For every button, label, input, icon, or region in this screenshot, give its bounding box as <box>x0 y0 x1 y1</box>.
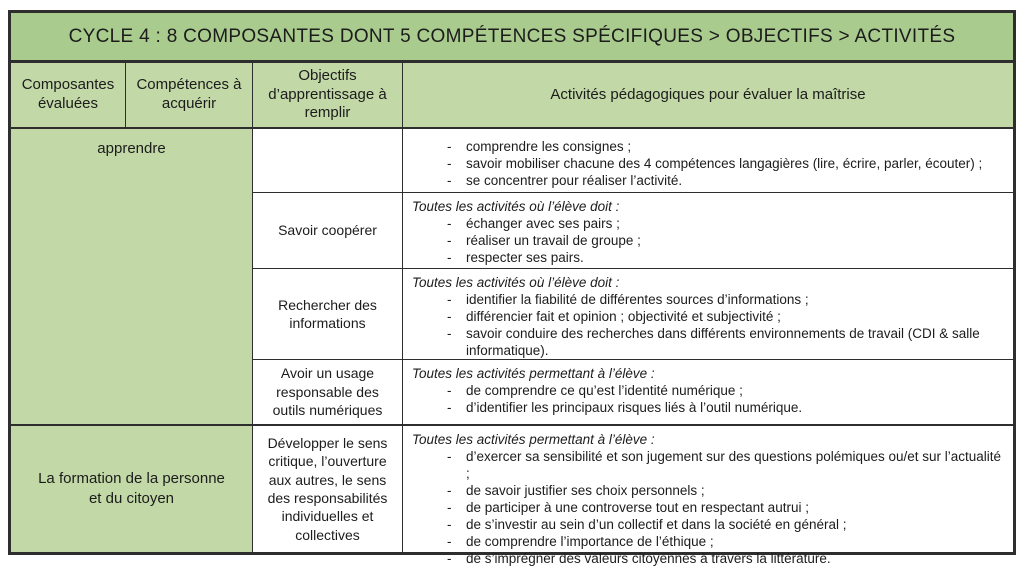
column-header-activites: Activités pédagogiques pour évaluer la maîtrise <box>403 63 1013 129</box>
component-cell-apprendre <box>11 129 253 426</box>
activities-intro: Toutes les activités où l’élève doit : <box>412 275 620 290</box>
component-label: La formation de la personne et du citoyen <box>38 469 225 507</box>
objective-cell-sens-critique: Développer le sens critique, l’ouverture aux autres, le sens des responsabilités individuelles et collectives <box>253 426 403 552</box>
bullet-item: - savoir conduire des recherches dans différents environnements de travail (CDI & salle informatique). <box>411 325 1003 359</box>
bullet-item: - échanger avec ses pairs ; <box>411 215 1003 232</box>
bullet-item: - savoir mobiliser chacune des 4 compétences langagières (lire, écrire, parler, écouter) ; <box>411 155 1003 172</box>
objective-cell-usage-numerique: Avoir un usage responsable des outils numériques <box>253 360 403 426</box>
column-header-objectifs: Objectifs d’apprentissage à remplir <box>253 63 403 129</box>
activities-intro: Toutes les activités permettant à l’élève : <box>412 432 655 447</box>
bullet-item: - de participer à une controverse tout en respectant autrui ; <box>411 499 1003 516</box>
bullet-item: - réaliser un travail de groupe ; <box>411 232 1003 249</box>
column-header-composantes: Composantes évaluées <box>11 63 126 129</box>
objective-cell-rechercher-informations: Rechercher des informations <box>253 269 403 360</box>
component-label: apprendre <box>97 140 166 157</box>
objective-cell-savoir-cooperer: Savoir coopérer <box>253 193 403 269</box>
bullet-item: - d’identifier les principaux risques liés à l’outil numérique. <box>411 399 1003 416</box>
activities-cell <box>403 129 1013 193</box>
activities-intro: Toutes les activités où l’élève doit : <box>412 199 620 214</box>
activities-cell <box>403 269 1013 360</box>
bullet-item: - de comprendre l’importance de l’éthique ; <box>411 533 1003 550</box>
bullet-item: - de s’investir au sein d’un collectif et dans la société en général ; <box>411 516 1003 533</box>
activities-cell <box>403 360 1013 426</box>
activities-cell <box>403 426 1013 566</box>
bullet-item: - de s’imprégner des valeurs citoyennes à travers la littérature. <box>411 550 1003 567</box>
activities-intro: Toutes les activités permettant à l’élève : <box>412 366 655 381</box>
bullet-item: - d’exercer sa sensibilité et son jugement sur des questions polémiques ou/et sur l’actualité ; <box>411 448 1003 482</box>
component-cell-formation-personne <box>11 426 253 552</box>
bullet-item: - identifier la fiabilité de différentes sources d’informations ; <box>411 291 1003 308</box>
bullet-item: - de comprendre ce qu’est l’identité numérique ; <box>411 382 1003 399</box>
column-header-competences: Compétences à acquérir <box>126 63 253 129</box>
bullet-item: - se concentrer pour réaliser l’activité. <box>411 172 1003 189</box>
bullet-item: - comprendre les consignes ; <box>411 138 1003 155</box>
objective-cell-empty <box>253 129 403 193</box>
table-title: CYCLE 4 : 8 COMPOSANTES DONT 5 COMPÉTENCES SPÉCIFIQUES > OBJECTIFS > ACTIVITÉS <box>11 13 1013 63</box>
competencies-table <box>8 10 1016 566</box>
bullet-item: - différencier fait et opinion ; objectivité et subjectivité ; <box>411 308 1003 325</box>
activities-cell <box>403 193 1013 269</box>
bullet-item: - respecter ses pairs. <box>411 249 1003 266</box>
bullet-item: - de savoir justifier ses choix personnels ; <box>411 482 1003 499</box>
